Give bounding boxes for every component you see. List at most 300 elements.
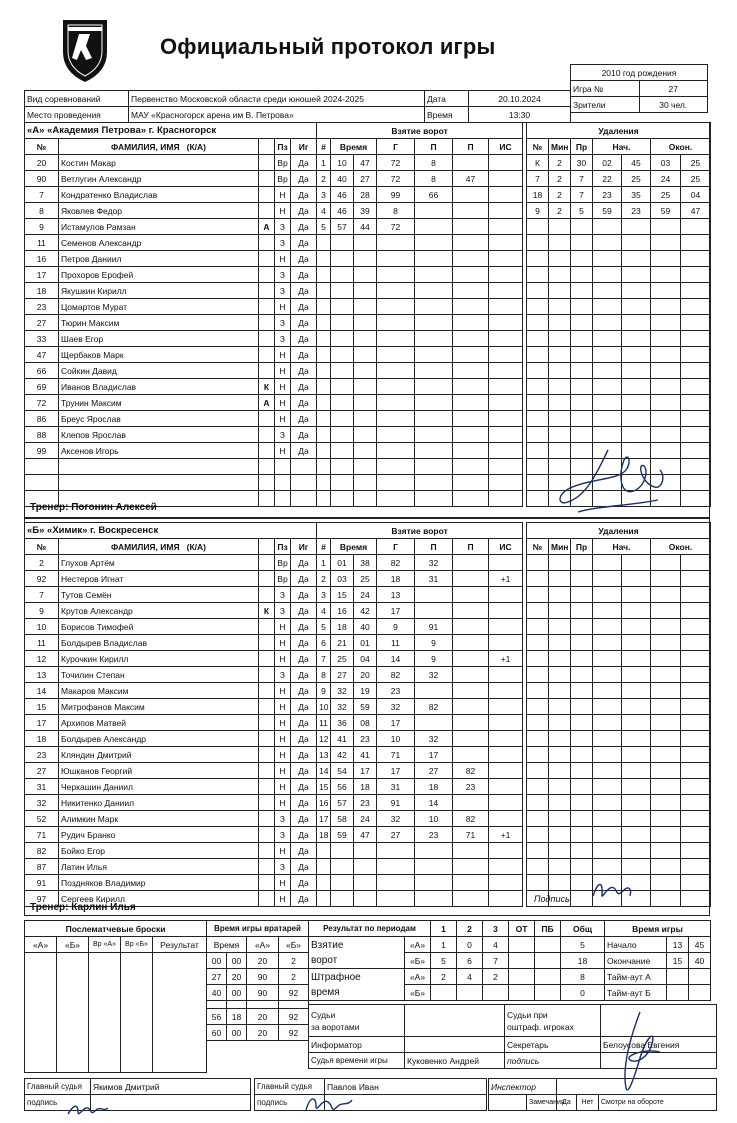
goal-minute: 21 bbox=[331, 635, 354, 651]
goal-row bbox=[317, 555, 523, 571]
player-row bbox=[25, 683, 317, 699]
penalty-end-sec bbox=[681, 315, 711, 331]
player-played: Да bbox=[291, 251, 317, 267]
goal-assist-1: 91 bbox=[415, 619, 453, 635]
player-number: 27 bbox=[25, 763, 59, 779]
goal-minute: 03 bbox=[331, 571, 354, 587]
shootout-col-gk-a: Вр «А» bbox=[89, 937, 121, 953]
goal-minute bbox=[331, 363, 354, 379]
penalty-start-sec bbox=[622, 859, 651, 875]
player-role bbox=[259, 619, 275, 635]
goal-number: 15 bbox=[317, 779, 331, 795]
goal-number bbox=[317, 843, 331, 859]
goal-situation bbox=[489, 315, 523, 331]
player-played: Да bbox=[291, 651, 317, 667]
goal-situation bbox=[489, 587, 523, 603]
club-logo bbox=[60, 14, 110, 84]
spectators-label: Зрители bbox=[571, 97, 640, 113]
goals-a-p2: 0 bbox=[457, 937, 483, 953]
goal-row bbox=[317, 459, 523, 475]
penalty-start-sec bbox=[622, 651, 651, 667]
player-position: Н bbox=[275, 683, 291, 699]
player-number: 9 bbox=[25, 603, 59, 619]
goal-number: 5 bbox=[317, 619, 331, 635]
player-position: Н bbox=[275, 651, 291, 667]
player-number: 10 bbox=[25, 619, 59, 635]
penalty-end-sec bbox=[681, 651, 711, 667]
col-ig: Иг bbox=[291, 139, 317, 155]
goal-number bbox=[317, 379, 331, 395]
penalty-player bbox=[527, 363, 549, 379]
goal-assist-2: 71 bbox=[453, 827, 489, 843]
penalty-player: 18 bbox=[527, 187, 549, 203]
penalty-start-sec bbox=[622, 331, 651, 347]
player-position: З bbox=[275, 811, 291, 827]
col-g: Г bbox=[377, 139, 415, 155]
goal-minute: 32 bbox=[331, 699, 354, 715]
end-h: 15 bbox=[667, 953, 689, 969]
goal-assist-2 bbox=[453, 875, 489, 891]
goal-number bbox=[317, 267, 331, 283]
penalty-player bbox=[527, 587, 549, 603]
player-position: Н bbox=[275, 875, 291, 891]
goal-assist-2 bbox=[453, 891, 489, 907]
goal-scorer bbox=[377, 347, 415, 363]
timekeeper-label: Судья времени игры bbox=[309, 1053, 405, 1069]
goal-row bbox=[317, 379, 523, 395]
player-number bbox=[25, 475, 59, 491]
goals-a-so bbox=[535, 937, 561, 953]
goal-number: 8 bbox=[317, 667, 331, 683]
goal-row bbox=[317, 603, 523, 619]
goal-minute: 59 bbox=[331, 827, 354, 843]
goal-assist-1 bbox=[415, 347, 453, 363]
goal-number: 10 bbox=[317, 699, 331, 715]
goal-row bbox=[317, 283, 523, 299]
goal-row bbox=[317, 155, 523, 171]
goals-a-ot bbox=[509, 937, 535, 953]
goal-assist-1: 32 bbox=[415, 667, 453, 683]
col-hash: # bbox=[317, 539, 331, 555]
penalty-end-sec bbox=[681, 859, 711, 875]
player-role bbox=[259, 315, 275, 331]
player-name: Юшканов Георгий bbox=[59, 763, 259, 779]
player-number: 90 bbox=[25, 171, 59, 187]
penalty-start-min bbox=[593, 395, 622, 411]
penalty-player bbox=[527, 219, 549, 235]
penalty-start-sec bbox=[622, 763, 651, 779]
penalty-end-min bbox=[651, 763, 681, 779]
penalty-player bbox=[527, 827, 549, 843]
penalty-start-sec bbox=[622, 715, 651, 731]
goal-assist-2 bbox=[453, 859, 489, 875]
goal-row bbox=[317, 267, 523, 283]
goal-assist-2 bbox=[453, 347, 489, 363]
player-played: Да bbox=[291, 331, 317, 347]
goal-minute: 01 bbox=[331, 555, 354, 571]
goalie-time-title: Время игры вратарей bbox=[207, 921, 309, 937]
player-name: Никитенко Даниил bbox=[59, 795, 259, 811]
goal-situation bbox=[489, 459, 523, 475]
goal-number bbox=[317, 251, 331, 267]
player-row bbox=[25, 699, 317, 715]
penalty-row bbox=[527, 619, 711, 635]
penalty-end-min bbox=[651, 219, 681, 235]
penalty-row bbox=[527, 555, 711, 571]
shootout-col-b: «Б» bbox=[57, 937, 89, 953]
team-b-tag: «Б» bbox=[405, 953, 431, 969]
penalty-end-min bbox=[651, 235, 681, 251]
player-number: 88 bbox=[25, 427, 59, 443]
goal-assist-2: 82 bbox=[453, 811, 489, 827]
page-title: Официальный протокол игры bbox=[160, 34, 496, 59]
player-name: Архипов Матвей bbox=[59, 715, 259, 731]
head-ref-1-name: Якимов Дмитрий bbox=[91, 1079, 251, 1095]
player-row bbox=[25, 779, 317, 795]
player-row bbox=[25, 603, 317, 619]
penalty-end-sec bbox=[681, 875, 711, 891]
pim-label: Штрафное время bbox=[309, 969, 405, 1001]
col-p1: П bbox=[415, 539, 453, 555]
penalties-title: Удаления bbox=[527, 123, 711, 139]
player-position: Н bbox=[275, 699, 291, 715]
goal-assist-1: 23 bbox=[415, 827, 453, 843]
player-name: Трунин Максим bbox=[59, 395, 259, 411]
penalty-minutes bbox=[549, 363, 571, 379]
penalty-player bbox=[527, 699, 549, 715]
goal-number: 3 bbox=[317, 587, 331, 603]
penalty-end-min bbox=[651, 731, 681, 747]
goal-second bbox=[354, 459, 377, 475]
goal-assist-2 bbox=[453, 203, 489, 219]
penalty-start-min bbox=[593, 571, 622, 587]
player-row bbox=[25, 235, 317, 251]
goal-minute: 18 bbox=[331, 619, 354, 635]
goal-row bbox=[317, 619, 523, 635]
player-role bbox=[259, 859, 275, 875]
player-row bbox=[25, 827, 317, 843]
player-row bbox=[25, 651, 317, 667]
goal-row bbox=[317, 731, 523, 747]
goal-second bbox=[354, 315, 377, 331]
goal-situation bbox=[489, 267, 523, 283]
penalty-start-min: 22 bbox=[593, 171, 622, 187]
player-number: 52 bbox=[25, 811, 59, 827]
game-time-table bbox=[604, 920, 711, 1001]
penalty-row bbox=[527, 235, 711, 251]
player-role bbox=[259, 875, 275, 891]
goalie-col-b: «Б» bbox=[279, 937, 309, 953]
player-role bbox=[259, 427, 275, 443]
penalty-end-sec: 04 bbox=[681, 187, 711, 203]
team-a-goals bbox=[316, 122, 523, 507]
penalty-start-min bbox=[593, 699, 622, 715]
player-name: Щербаков Марк bbox=[59, 347, 259, 363]
period-total: Общ bbox=[561, 921, 605, 937]
penalty-end-min bbox=[651, 827, 681, 843]
player-position: Н bbox=[275, 443, 291, 459]
goal-minute bbox=[331, 475, 354, 491]
pim-a-p1: 2 bbox=[431, 969, 457, 985]
penalty-minutes bbox=[549, 267, 571, 283]
team-b-signature-label: Подпись bbox=[534, 894, 570, 904]
goal-row bbox=[317, 747, 523, 763]
player-number: 18 bbox=[25, 283, 59, 299]
see-back: Смотри на обороте bbox=[599, 1095, 717, 1111]
penalty-row bbox=[527, 219, 711, 235]
penalty-player bbox=[527, 443, 549, 459]
goalie-empty bbox=[247, 1001, 279, 1009]
penalty-reason bbox=[571, 379, 593, 395]
goals-a-total: 5 bbox=[561, 937, 605, 953]
penalty-reason bbox=[571, 667, 593, 683]
player-number bbox=[25, 459, 59, 475]
goal-assist-1 bbox=[415, 203, 453, 219]
penalty-end-min bbox=[651, 315, 681, 331]
goalie-time-table bbox=[206, 920, 309, 1041]
goal-scorer: 10 bbox=[377, 731, 415, 747]
team-b-signature bbox=[588, 876, 638, 906]
penalty-row bbox=[527, 283, 711, 299]
penalty-end-sec bbox=[681, 715, 711, 731]
goal-assist-2 bbox=[453, 379, 489, 395]
player-number: 91 bbox=[25, 875, 59, 891]
goal-minute: 42 bbox=[331, 747, 354, 763]
penalty-start-sec bbox=[622, 395, 651, 411]
player-position: Н bbox=[275, 763, 291, 779]
goal-row bbox=[317, 667, 523, 683]
timeout-b-label: Тайм-аут Б bbox=[605, 985, 667, 1001]
penalty-start-min bbox=[593, 683, 622, 699]
player-played: Да bbox=[291, 635, 317, 651]
penalty-end-sec bbox=[681, 619, 711, 635]
goal-second bbox=[354, 379, 377, 395]
player-number: 23 bbox=[25, 747, 59, 763]
penalty-start-min bbox=[593, 603, 622, 619]
goal-number: 11 bbox=[317, 715, 331, 731]
penalty-start-min bbox=[593, 811, 622, 827]
penalty-row bbox=[527, 763, 711, 779]
penalty-end-sec bbox=[681, 891, 711, 907]
goal-assist-1 bbox=[415, 267, 453, 283]
goal-scorer: 17 bbox=[377, 715, 415, 731]
goal-minute: 15 bbox=[331, 587, 354, 603]
player-number: 11 bbox=[25, 235, 59, 251]
goal-number bbox=[317, 891, 331, 907]
penalty-reason bbox=[571, 619, 593, 635]
goal-situation bbox=[489, 331, 523, 347]
player-row bbox=[25, 427, 317, 443]
penalty-minutes bbox=[549, 603, 571, 619]
player-name: Болдырев Александр bbox=[59, 731, 259, 747]
player-row bbox=[25, 859, 317, 875]
penalty-end-sec bbox=[681, 411, 711, 427]
goal-scorer: 99 bbox=[377, 187, 415, 203]
penalty-end-sec bbox=[681, 363, 711, 379]
goal-scorer bbox=[377, 395, 415, 411]
head-ref-2-signature bbox=[300, 1092, 360, 1118]
penalty-row bbox=[527, 267, 711, 283]
goal-scorer: 82 bbox=[377, 667, 415, 683]
goal-number: 3 bbox=[317, 187, 331, 203]
goal-minute bbox=[331, 235, 354, 251]
player-position: Н bbox=[275, 635, 291, 651]
penalty-start-min bbox=[593, 715, 622, 731]
player-role bbox=[259, 235, 275, 251]
player-name: Кляндин Дмитрий bbox=[59, 747, 259, 763]
goal-second bbox=[354, 267, 377, 283]
goalie-time-min: 40 bbox=[207, 985, 227, 1001]
goal-assist-2 bbox=[453, 187, 489, 203]
penalty-start-min bbox=[593, 859, 622, 875]
goalie-time-sec: 00 bbox=[227, 953, 247, 969]
player-played: Да bbox=[291, 763, 317, 779]
goal-assist-1 bbox=[415, 443, 453, 459]
goal-assist-1 bbox=[415, 715, 453, 731]
goalie-row bbox=[207, 969, 309, 985]
goal-second: 40 bbox=[354, 619, 377, 635]
goals-b-total: 18 bbox=[561, 953, 605, 969]
penalty-reason bbox=[571, 651, 593, 667]
penalty-row bbox=[527, 363, 711, 379]
penalty-reason bbox=[571, 267, 593, 283]
goal-second: 24 bbox=[354, 587, 377, 603]
shootout-title: Послематчевые броски bbox=[25, 921, 207, 937]
player-row bbox=[25, 811, 317, 827]
team-b-coach: Тренер: Карлин Илья bbox=[30, 902, 136, 913]
goal-number: 7 bbox=[317, 651, 331, 667]
player-played: Да bbox=[291, 795, 317, 811]
penalty-end-min bbox=[651, 379, 681, 395]
penalty-start-min bbox=[593, 235, 622, 251]
player-name: Иванов Владислав bbox=[59, 379, 259, 395]
player-number: 97 bbox=[25, 891, 59, 907]
player-role bbox=[259, 155, 275, 171]
penalty-row bbox=[527, 379, 711, 395]
penalty-start-sec: 25 bbox=[622, 171, 651, 187]
penalty-reason: 7 bbox=[571, 171, 593, 187]
pen-col-pr: Пр bbox=[571, 139, 593, 155]
player-number: 7 bbox=[25, 187, 59, 203]
timeout-a-label: Тайм-аут А bbox=[605, 969, 667, 985]
penalty-start-min bbox=[593, 667, 622, 683]
penalty-row bbox=[527, 203, 711, 219]
penalty-player bbox=[527, 379, 549, 395]
goal-row bbox=[317, 203, 523, 219]
player-role bbox=[259, 347, 275, 363]
end-label: Окончание bbox=[605, 953, 667, 969]
penalty-minutes bbox=[549, 875, 571, 891]
goal-minute bbox=[331, 843, 354, 859]
penalty-player bbox=[527, 299, 549, 315]
player-number: 32 bbox=[25, 795, 59, 811]
goalie-b: 2 bbox=[279, 969, 309, 985]
penalty-end-min bbox=[651, 619, 681, 635]
penalty-start-min bbox=[593, 619, 622, 635]
penalty-start-min bbox=[593, 779, 622, 795]
player-name: Крутов Александр bbox=[59, 603, 259, 619]
player-role bbox=[259, 283, 275, 299]
penalty-end-sec bbox=[681, 379, 711, 395]
penalty-end-min bbox=[651, 555, 681, 571]
penalty-end-sec bbox=[681, 699, 711, 715]
player-position: Н bbox=[275, 203, 291, 219]
penalty-reason bbox=[571, 395, 593, 411]
penalty-player bbox=[527, 603, 549, 619]
player-name: Латин Илья bbox=[59, 859, 259, 875]
goal-row bbox=[317, 683, 523, 699]
player-played: Да bbox=[291, 203, 317, 219]
player-row bbox=[25, 587, 317, 603]
goal-number bbox=[317, 875, 331, 891]
penalty-minutes bbox=[549, 315, 571, 331]
player-role bbox=[259, 363, 275, 379]
goal-assist-1 bbox=[415, 331, 453, 347]
penalty-start-sec bbox=[622, 747, 651, 763]
period-3: 3 bbox=[483, 921, 509, 937]
penalty-minutes bbox=[549, 235, 571, 251]
goal-situation bbox=[489, 603, 523, 619]
penalty-start-sec bbox=[622, 699, 651, 715]
player-row bbox=[25, 251, 317, 267]
player-number: 11 bbox=[25, 635, 59, 651]
goal-scorer bbox=[377, 411, 415, 427]
game-time-title: Время игры bbox=[605, 921, 711, 937]
goal-situation bbox=[489, 187, 523, 203]
goal-second: 23 bbox=[354, 731, 377, 747]
penalty-player bbox=[527, 491, 549, 507]
pim-b-p2 bbox=[457, 985, 483, 1001]
penalty-reason bbox=[571, 683, 593, 699]
penalty-minutes bbox=[549, 283, 571, 299]
penalties-title: Удаления bbox=[527, 523, 711, 539]
penalty-player bbox=[527, 747, 549, 763]
goal-number: 13 bbox=[317, 747, 331, 763]
col-name: ФАМИЛИЯ, ИМЯ (К/А) bbox=[59, 539, 259, 555]
time-label: Время bbox=[425, 107, 469, 123]
player-number: 17 bbox=[25, 267, 59, 283]
player-role: А bbox=[259, 395, 275, 411]
goal-situation bbox=[489, 379, 523, 395]
player-row bbox=[25, 299, 317, 315]
penalty-end-min: 59 bbox=[651, 203, 681, 219]
goal-assist-2 bbox=[453, 587, 489, 603]
goal-second: 25 bbox=[354, 571, 377, 587]
goal-number: 5 bbox=[317, 219, 331, 235]
goal-assist-2 bbox=[453, 443, 489, 459]
goal-scorer bbox=[377, 859, 415, 875]
goal-minute bbox=[331, 251, 354, 267]
goal-scorer bbox=[377, 427, 415, 443]
player-name: Черкашин Даниил bbox=[59, 779, 259, 795]
goal-number: 16 bbox=[317, 795, 331, 811]
goal-row bbox=[317, 187, 523, 203]
goal-assist-1 bbox=[415, 875, 453, 891]
goalie-time-sec: 00 bbox=[227, 1025, 247, 1041]
goal-assist-1: 18 bbox=[415, 779, 453, 795]
goal-second bbox=[354, 843, 377, 859]
penalty-start-min: 23 bbox=[593, 187, 622, 203]
penalty-player bbox=[527, 411, 549, 427]
head-ref-1 bbox=[24, 1078, 251, 1111]
goal-number: 18 bbox=[317, 827, 331, 843]
team-b-title: «Б» «Химик» г. Воскресенск bbox=[25, 523, 317, 539]
goalie-empty bbox=[279, 1001, 309, 1009]
player-name: Бреус Ярослав bbox=[59, 411, 259, 427]
player-position: З bbox=[275, 283, 291, 299]
player-name bbox=[59, 459, 259, 475]
player-number: 69 bbox=[25, 379, 59, 395]
